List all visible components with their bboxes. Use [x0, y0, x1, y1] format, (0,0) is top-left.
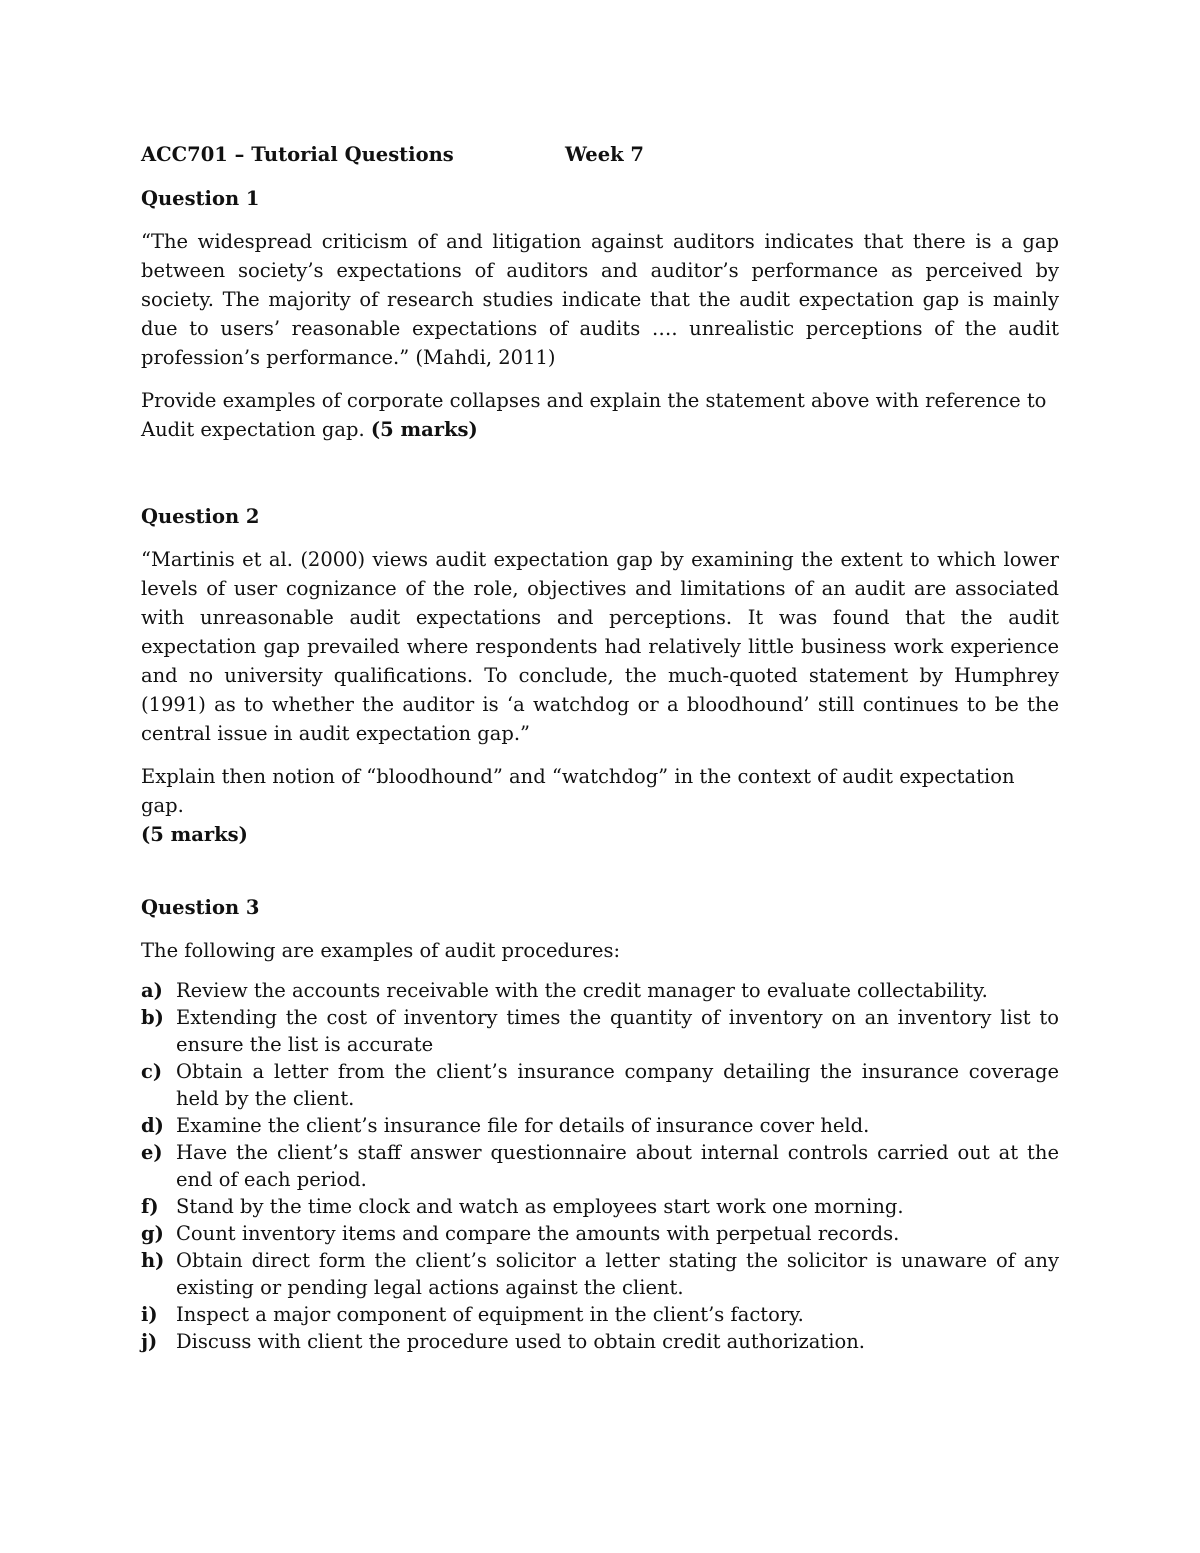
- item-text: Inspect a major component of equipment in the client’s factory.: [176, 1303, 804, 1326]
- question-2-marks: (5 marks): [141, 823, 248, 846]
- item-label: e): [141, 1141, 163, 1164]
- question-2-task: [141, 762, 1059, 820]
- item-label: f): [141, 1195, 159, 1218]
- list-item: [141, 1139, 1059, 1193]
- item-text: Extending the cost of inventory times the quantity of inventory on an inventory list to ensure the list is accurate: [176, 1006, 1059, 1056]
- item-label: h): [141, 1249, 165, 1272]
- document-title: ACC701 – Tutorial Questions: [141, 143, 454, 166]
- question-2-quote: “Martinis et al. (2000) views audit expectation gap by examining the extent to which lower levels of user cognizance of the role, objectives and limitations of an audit are associated with unreasonable audit expectations and perceptions. It was found that the audit expectation gap prevailed where respondents had relatively little business work experience and no university qualifications. To conclude, the much-quoted statement by Humphrey (1991) as to whether the auditor is ‘a watchdog or a bloodhound’ still continues to be the central issue in audit expectation gap.”: [141, 548, 1059, 745]
- item-text: Obtain direct form the client’s solicitor a letter stating the solicitor is unaware of any existing or pending legal actions against the client.: [176, 1249, 1059, 1299]
- item-text: Examine the client’s insurance file for details of insurance cover held.: [176, 1114, 870, 1137]
- spacer: [141, 458, 1059, 502]
- list-item: [141, 977, 1059, 1004]
- item-text: Count inventory items and compare the amounts with perpetual records.: [176, 1222, 900, 1245]
- spacer: [141, 863, 1059, 893]
- question-2-task-text: Explain then notion of “bloodhound” and “watchdog” in the context of audit expectation gap.: [141, 765, 1015, 817]
- item-label: a): [141, 979, 163, 1002]
- list-item: [141, 1328, 1059, 1355]
- week-label: Week 7: [565, 143, 644, 166]
- question-1-quote: “The widespread criticism of and litigation against auditors indicates that there is a gap between society’s expectations of auditors and auditor’s performance as perceived by society. The majority of research studies indicate that the audit expectation gap is mainly due to users’ reasonable expectations of audits …. unrealistic perceptions of the audit profession’s performance.” (Mahdi, 2011): [141, 230, 1059, 369]
- item-label: c): [141, 1060, 163, 1083]
- question-2-heading: Question 2: [141, 505, 260, 528]
- list-item: [141, 1301, 1059, 1328]
- question-3-heading: Question 3: [141, 896, 260, 919]
- item-text: Review the accounts receivable with the credit manager to evaluate collectability.: [176, 979, 988, 1002]
- item-text: Discuss with client the procedure used to obtain credit authorization.: [176, 1330, 865, 1353]
- list-item: [141, 1193, 1059, 1220]
- question-1-task: [141, 386, 1059, 444]
- question-3-intro: The following are examples of audit procedures:: [141, 939, 621, 962]
- item-text: Obtain a letter from the client’s insurance company detailing the insurance coverage held by the client.: [176, 1060, 1059, 1110]
- question-1-marks: (5 marks): [370, 418, 478, 441]
- list-item: [141, 1004, 1059, 1058]
- list-item: [141, 1247, 1059, 1301]
- list-item: [141, 1112, 1059, 1139]
- item-label: g): [141, 1222, 164, 1245]
- audit-procedures-list: [141, 977, 1059, 1355]
- document-page: [141, 140, 1059, 1355]
- item-label: b): [141, 1006, 164, 1029]
- list-item: [141, 1058, 1059, 1112]
- question-1-heading: Question 1: [141, 187, 260, 210]
- document-header: [141, 140, 1059, 170]
- item-label: j): [141, 1330, 158, 1353]
- item-text: Stand by the time clock and watch as employees start work one morning.: [176, 1195, 904, 1218]
- list-item: [141, 1220, 1059, 1247]
- question-1-task-text: Provide examples of corporate collapses and explain the statement above with reference to Audit expectation gap.: [141, 389, 1047, 441]
- item-label: i): [141, 1303, 158, 1326]
- item-label: d): [141, 1114, 164, 1137]
- item-text: Have the client’s staff answer questionnaire about internal controls carried out at the end of each period.: [176, 1141, 1059, 1191]
